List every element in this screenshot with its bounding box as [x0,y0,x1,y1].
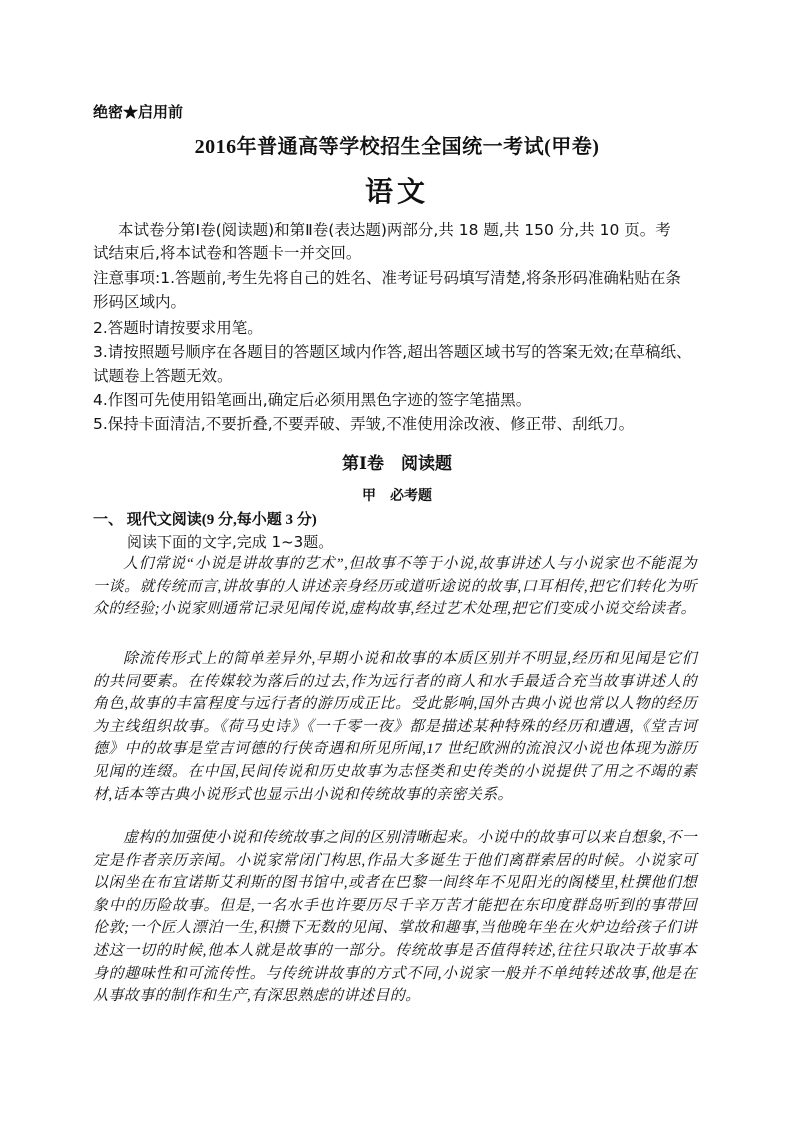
subject-title: 语文 [364,175,429,208]
notice-line: 试题卷上答题无效。 [93,367,233,385]
notice-line: 2.答题时请按要求用笔。 [93,319,263,337]
question-instruction: 阅读下面的文字,完成 1~3题。 [127,533,334,551]
passage-paragraph: 虚构的加强使小说和传统故事之间的区别清晰起来。小说中的故事可以来自想象,不一定是作者亲历亲闻。小说家常闭门构思,作品大多诞生于他们离群索居的时候。小说家可以闲坐在布宜诺斯艾利斯的图书馆中,或者在巴黎一间终年不见阳光的阁楼里,杜撰他们想象中的历险故事。但是,一名水手也许要历尽千辛万苦才能把在东印度群岛听到的事带回伦敦;一个匠人漂泊一生,积攒下无数的见闻、掌故和趣事,当他晚年坐在火炉边给孩子们讲述这一切的时候,他本人就是故事的一部分。传统故事是否值得转述,往往只取决于故事本身的趣味性和可流传性。与传统讲故事的方式不同,小说家一般并不单纯转述故事,他是在从事故事的制作和生产,有深思熟虑的讲述目的。 [93,830,697,1005]
confidential-mark: 绝密★启用前 [93,105,184,121]
notice-line: 形码区域内。 [93,293,187,311]
question-title: 一、 现代文阅读(9 分,每小题 3 分) [93,512,317,528]
notice-line: 试结束后,将本试卷和答题卡一并交回。 [93,244,362,262]
notice-line: 5.保持卡面清洁,不要折叠,不要弄破、弄皱,不准使用涂改液、修正带、刮纸刀。 [93,415,635,433]
notice-line: 本试卷分第Ⅰ卷(阅读题)和第Ⅱ卷(表达题)两部分,共 18 题,共 150 分,共 10 页。考 [118,221,671,239]
notice-line-attention: 注意事项:1.答题前,考生先将自己的姓名、准考证号码填写清楚,将条形码准确粘贴在条 [93,269,681,287]
notice-line: 4.作图可先使用铅笔画出,确定后必须用黑色字迹的签字笔描黑。 [93,391,532,409]
exam-title: 2016年普通高等学校招生全国统一考试(甲卷) [194,136,600,158]
passage-paragraph: 人们常说“小说是讲故事的艺术”,但故事不等于小说,故事讲述人与小说家也不能混为一谈。就传统而言,讲故事的人讲述亲身经历或道听途说的故事,口耳相传,把它们转化为听众的经验;小说家则通常记录见闻传说,虚构故事,经过艺术处理,把它们变成小说交给读者。 [93,556,697,618]
part-title: 第Ⅰ卷 阅读题 [342,454,452,473]
notice-line: 3.请按照题号顺序在各题目的答题区域内作答,超出答题区域书写的答案无效;在草稿纸、 [93,343,692,361]
passage-paragraph: 除流传形式上的简单差异外,早期小说和故事的本质区别并不明显,经历和见闻是它们的共同要素。在传媒较为落后的过去,作为远行者的商人和水手最适合充当故事讲述人的角色,故事的丰富程度与远行者的游历成正比。受此影响,国外古典小说也常以人物的经历为主线组织故事。《荷马史诗》《一千零一夜》都是描述某种特殊的经历和遭遇,《堂吉诃德》中的故事是堂吉诃德的行侠奇遇和所见所闻,17 世纪欧洲的流浪汉小说也体现为游历见闻的连缀。在中国,民间传说和历史故事为志怪类和史传类的小说提供了用之不竭的素材,话本等古典小说形式也显示出小说和传统故事的亲密关系。 [93,651,697,803]
section-title: 甲 必考题 [362,489,432,504]
